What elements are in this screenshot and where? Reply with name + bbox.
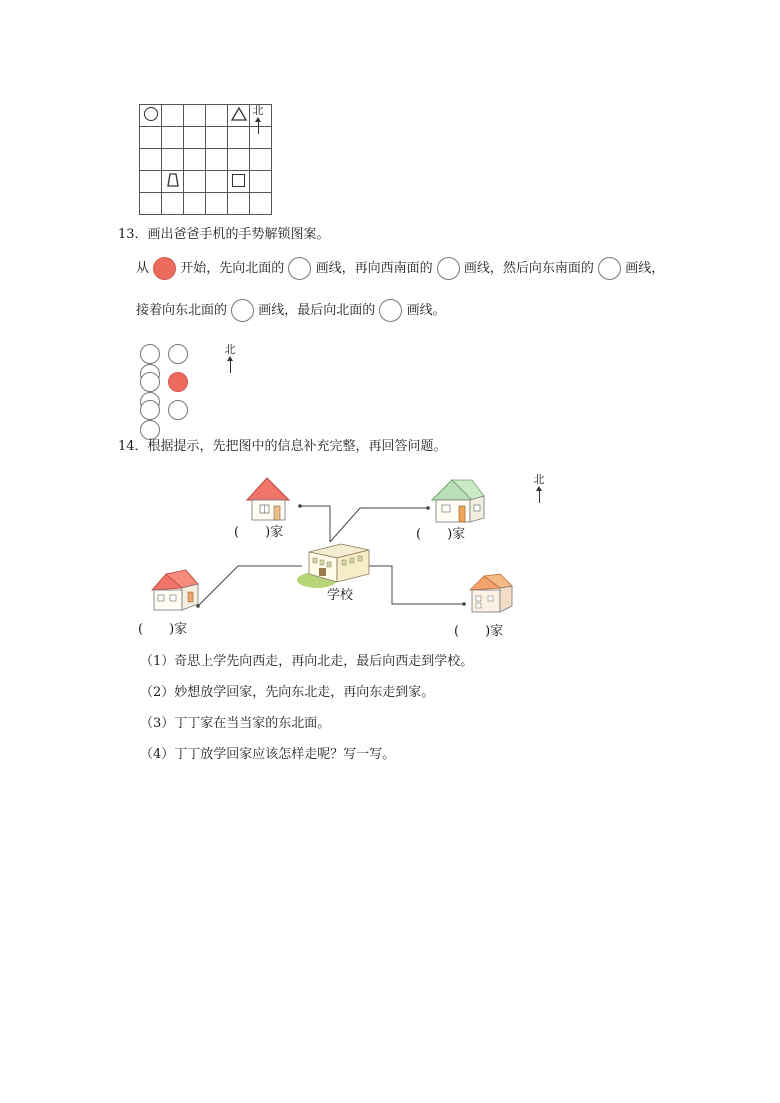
grid-cell [140,105,162,127]
grid-cell [140,149,162,171]
unlock-dot[interactable] [140,372,160,392]
answer-circle[interactable] [379,299,402,322]
school-label: 学校 [327,588,354,603]
text-fragment: 画线，最后向北面的 [258,303,376,318]
text-fragment: 画线， [625,261,665,276]
direction-map [130,468,555,646]
q14-item-4: （4）丁丁放学回家应该怎样走呢？写一写。 [140,747,396,762]
grid-cell [206,171,228,193]
text-fragment: 接着向东北面的 [136,303,228,318]
answer-circle[interactable] [437,257,460,280]
q14-item-1: （1）奇思上学先向西走，再向北走，最后向西走到学校。 [140,654,474,669]
grid-cell [184,171,206,193]
house-red-roof-icon [148,568,200,614]
grid-cell [162,105,184,127]
triangle-shape [231,107,247,121]
north-arrow-stem [230,361,231,373]
square-shape [232,174,245,187]
grid-cell [206,149,228,171]
grid-cell [184,193,206,215]
grid-cell [206,127,228,149]
start-dot-icon [153,257,176,280]
question-number: 13． [118,227,148,242]
north-label: 北 [252,104,264,117]
trapezoid-shape [167,173,179,187]
answer-circle[interactable] [598,257,621,280]
north-indicator [223,344,237,373]
house-red-roof-icon [243,472,293,522]
blank-paren[interactable]: ( ) [454,624,491,639]
grid-cell [140,127,162,149]
house-green-roof-icon [430,474,486,526]
home-label: 家 [174,622,188,637]
house-label-bottom-left [138,618,187,637]
circle-shape [144,107,158,121]
north-arrow-stem [539,491,540,503]
start-dot-icon[interactable] [168,372,188,392]
q14-item-3: （3）丁丁家在当当家的东北面。 [140,716,331,731]
house-label-top-left [234,521,283,540]
answer-circle[interactable] [231,299,254,322]
question-title: 画出爸爸手机的手势解锁图案。 [147,227,330,242]
text-fragment: 画线。 [406,303,446,318]
grid-cell [184,105,206,127]
answer-circle[interactable] [288,257,311,280]
text-fragment: 画线，然后向东南面的 [463,261,594,276]
home-label: 家 [270,525,284,540]
north-indicator [532,474,546,503]
north-arrow-stem [258,122,259,134]
north-label: 北 [533,473,545,486]
grid-cell [206,105,228,127]
q13-line1 [136,257,664,280]
grid-cell [228,171,250,193]
text-fragment: 画线，再向西南面的 [315,261,433,276]
blank-paren[interactable]: ( ) [138,622,175,637]
north-indicator [251,105,265,134]
grid-cell [162,127,184,149]
grid-cell [228,149,250,171]
grid-cell [250,193,272,215]
grid-cell [184,127,206,149]
unlock-dot[interactable] [140,400,160,420]
house-label-top-right [416,523,465,542]
grid-cell [228,105,250,127]
house-label-bottom-right [454,620,503,639]
q14-item-2: （2）妙想放学回家，先向东北走，再向东走到家。 [140,685,435,700]
grid-cell [162,193,184,215]
school-building-icon [295,538,373,590]
question-number: 14． [118,439,148,454]
question-title: 根据提示，先把图中的信息补充完整，再回答问题。 [147,439,447,454]
q13-heading [118,225,330,245]
home-label: 家 [452,527,466,542]
grid-cell [184,149,206,171]
unlock-dot[interactable] [168,400,188,420]
grid-cell [228,127,250,149]
text-fragment: 从 [136,261,150,276]
grid-cell [162,149,184,171]
blank-paren[interactable]: ( ) [416,527,453,542]
grid-cell [228,193,250,215]
grid-cell [140,193,162,215]
blank-paren[interactable]: ( ) [234,525,271,540]
house-orange-roof-icon [466,572,516,616]
unlock-dot-grid [140,343,220,427]
unlock-dot[interactable] [168,344,188,364]
grid-cell [162,171,184,193]
grid-cell [250,149,272,171]
north-label: 北 [224,343,236,356]
home-label: 家 [490,624,504,639]
text-fragment: 开始，先向北面的 [180,261,285,276]
grid-cell [250,171,272,193]
q14-heading [118,437,447,457]
grid-cell [206,193,228,215]
q13-line2 [136,299,446,322]
grid-cell [140,171,162,193]
unlock-dot[interactable] [140,344,160,364]
